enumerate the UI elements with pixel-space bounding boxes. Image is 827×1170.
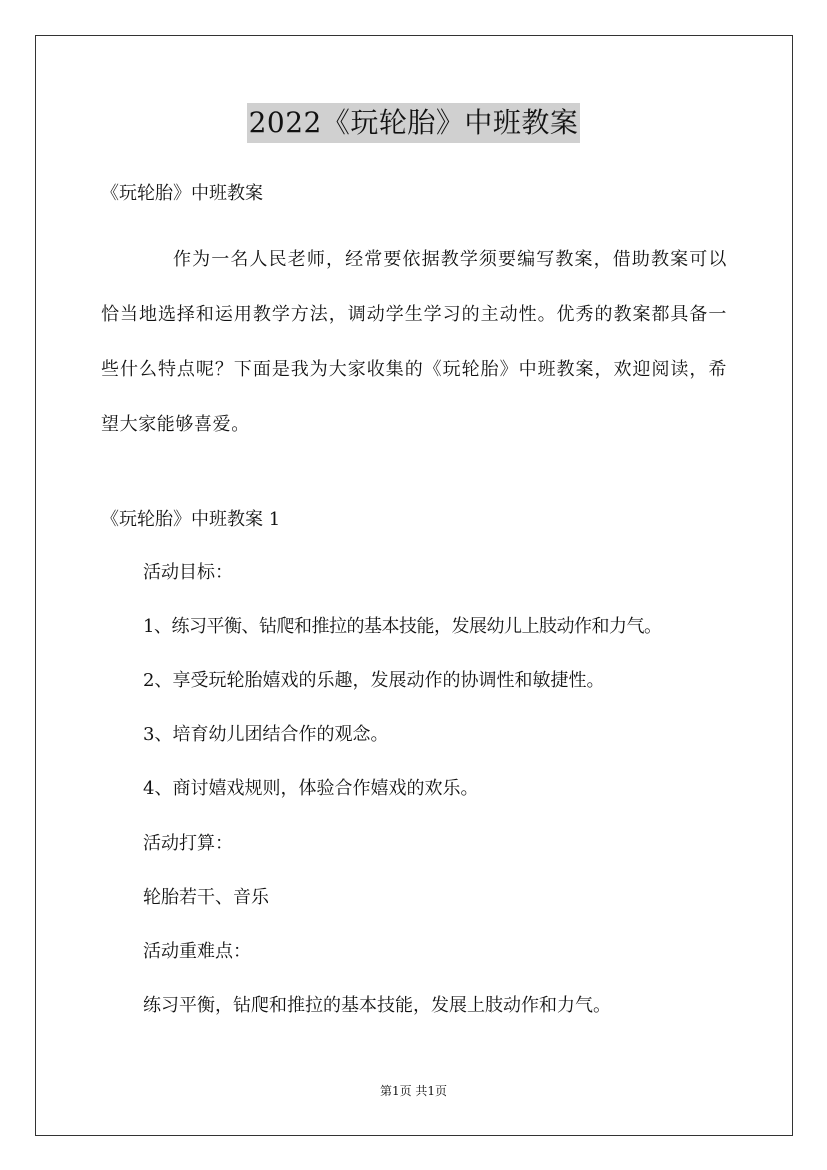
document-title	[0, 102, 827, 143]
prep-heading: 活动打算：	[143, 833, 233, 854]
document-title-text: 2022《玩轮胎》中班教案	[247, 103, 581, 143]
key-text: 练习平衡，钻爬和推拉的基本技能，发展上肢动作和力气。	[143, 995, 611, 1016]
prep-text: 轮胎若干、音乐	[143, 887, 269, 908]
goal-item-4: 4、商讨嬉戏规则，体验合作嬉戏的欢乐。	[143, 778, 479, 799]
goal-item-3: 3、培育幼儿团结合作的观念。	[143, 724, 389, 745]
goal-item-2: 2、享受玩轮胎嬉戏的乐趣，发展动作的协调性和敏捷性。	[143, 670, 605, 691]
intro-paragraph: 作为一名人民老师，经常要依据教学须要编写教案，借助教案可以恰当地选择和运用教学方法，调动学生学习的主动性。优秀的教案都具备一些什么特点呢？下面是我为大家收集的《玩轮胎》中班教案，欢迎阅读，希望大家能够喜爱。	[101, 249, 727, 435]
page-footer: 第1页 共1页	[379, 1084, 448, 1098]
subtitle: 《玩轮胎》中班教案	[101, 183, 263, 204]
section-heading: 《玩轮胎》中班教案 1	[101, 509, 281, 530]
goals-heading: 活动目标：	[143, 562, 233, 583]
key-heading: 活动重难点：	[143, 941, 251, 962]
goal-item-1: 1、练习平衡、钻爬和推拉的基本技能，发展幼儿上肢动作和力气。	[143, 616, 662, 637]
